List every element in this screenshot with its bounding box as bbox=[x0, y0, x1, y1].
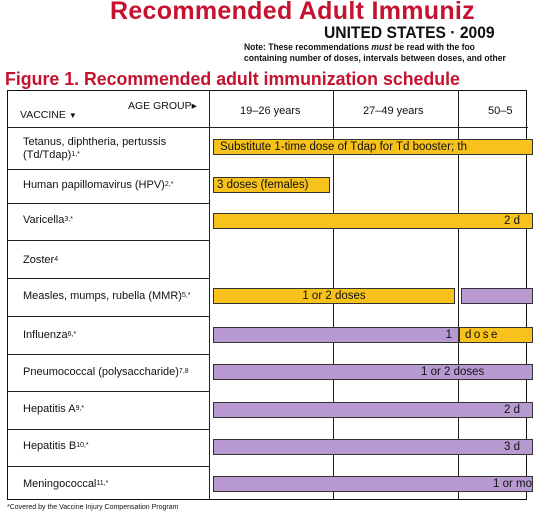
mmr-bar-purple bbox=[461, 288, 533, 304]
row-divider bbox=[8, 354, 209, 355]
age-column-50: 50–5 bbox=[488, 105, 513, 117]
note-suffix: be read with the foo bbox=[391, 42, 475, 53]
footnote-ref: 1,* bbox=[71, 151, 80, 158]
row-divider bbox=[8, 169, 209, 170]
row-divider bbox=[8, 278, 209, 279]
row-divider bbox=[8, 466, 209, 467]
recommendations-note bbox=[244, 42, 506, 64]
vaccine-name: Varicella bbox=[23, 214, 65, 226]
meningococcal-bar: 1 or mo bbox=[213, 476, 533, 492]
varicella-bar: 2 d bbox=[213, 213, 533, 229]
vaccine-row-influenza bbox=[23, 329, 76, 342]
vaccine-label-text: VACCINE bbox=[20, 109, 66, 121]
footnote-ref: 11,* bbox=[96, 480, 109, 487]
note-emphasis: must bbox=[371, 42, 392, 53]
vicp-footnote: *Covered by the Vaccine Injury Compensation Program bbox=[7, 504, 179, 511]
immunization-schedule-table bbox=[7, 90, 532, 500]
footnote-ref: 5,* bbox=[181, 292, 191, 299]
footnote-ref: 6,* bbox=[67, 331, 77, 338]
hepatitis-a-bar: 2 d bbox=[213, 402, 533, 418]
vaccine-row-pneumococcal bbox=[23, 366, 189, 379]
hpv-bar: 3 doses (females) bbox=[213, 177, 330, 193]
note-line-1 bbox=[244, 42, 506, 53]
influenza-bar-yellow: dose bbox=[459, 327, 533, 343]
footnote-ref: 4 bbox=[54, 256, 59, 263]
row-divider bbox=[8, 429, 209, 430]
row-divider bbox=[8, 391, 209, 392]
footnote-ref: 9,* bbox=[75, 405, 85, 412]
vaccine-row-mmr bbox=[23, 290, 190, 303]
footnote-ref: 2,* bbox=[164, 181, 174, 188]
vaccine-name: Pneumococcal (polysaccharide) bbox=[23, 366, 179, 378]
age-group-label: AGE GROUP▸ bbox=[128, 100, 197, 112]
age-column-27-49: 27–49 years bbox=[363, 105, 424, 117]
row-divider bbox=[8, 203, 209, 204]
vaccine-name: Hepatitis A bbox=[23, 403, 76, 415]
vaccine-row-tdap bbox=[23, 136, 166, 162]
vaccine-name: Measles, mumps, rubella (MMR) bbox=[23, 290, 182, 302]
age-column-19-26: 19–26 years bbox=[240, 105, 301, 117]
influenza-bar-purple: 1 bbox=[213, 327, 459, 343]
vaccine-name: Tetanus, diphtheria, pertussis bbox=[23, 136, 167, 148]
hepatitis-b-bar: 3 d bbox=[213, 439, 533, 455]
tdap-bar: Substitute 1-time dose of Tdap for Td booster; th bbox=[213, 139, 533, 155]
column-divider bbox=[209, 91, 210, 499]
document-title: Recommended Adult Immuniz bbox=[110, 0, 475, 25]
vaccine-name: Zoster bbox=[23, 254, 55, 266]
vaccine-column-label bbox=[20, 109, 77, 121]
vaccine-name: Meningococcal bbox=[23, 478, 97, 490]
sort-down-icon: ▼ bbox=[68, 111, 77, 120]
vaccine-name: Influenza bbox=[23, 329, 68, 341]
vaccine-row-meningococcal bbox=[23, 478, 108, 491]
note-line-2: containing number of doses, intervals between doses, and other bbox=[244, 53, 506, 64]
figure-title: Figure 1. Recommended adult immunization schedule bbox=[5, 68, 460, 89]
footnote-ref: 10,* bbox=[76, 442, 89, 449]
vaccine-row-hepatitis-b bbox=[23, 440, 89, 453]
row-divider bbox=[8, 240, 209, 241]
vaccine-name-line2: (Td/Tdap)$^{1,*}$ bbox=[23, 149, 80, 161]
vaccine-name: Human papillomavirus (HPV) bbox=[23, 179, 165, 191]
header-divider bbox=[8, 127, 528, 128]
footnote-ref: 7,8 bbox=[178, 368, 189, 375]
vaccine-row-zoster bbox=[23, 254, 58, 267]
footnote-ref: 3,* bbox=[64, 216, 73, 223]
vaccine-name: Hepatitis B bbox=[23, 440, 77, 452]
mmr-bar-yellow: 1 or 2 doses bbox=[213, 288, 455, 304]
vaccine-row-varicella bbox=[23, 214, 73, 227]
vaccine-row-hepatitis-a bbox=[23, 403, 84, 416]
row-divider bbox=[8, 316, 209, 317]
pneumococcal-bar: 1 or 2 doses bbox=[213, 364, 533, 380]
vaccine-row-hpv bbox=[23, 179, 173, 192]
document-subtitle: UNITED STATES · 2009 bbox=[324, 23, 495, 42]
note-prefix: Note: These recommendations bbox=[244, 42, 372, 53]
